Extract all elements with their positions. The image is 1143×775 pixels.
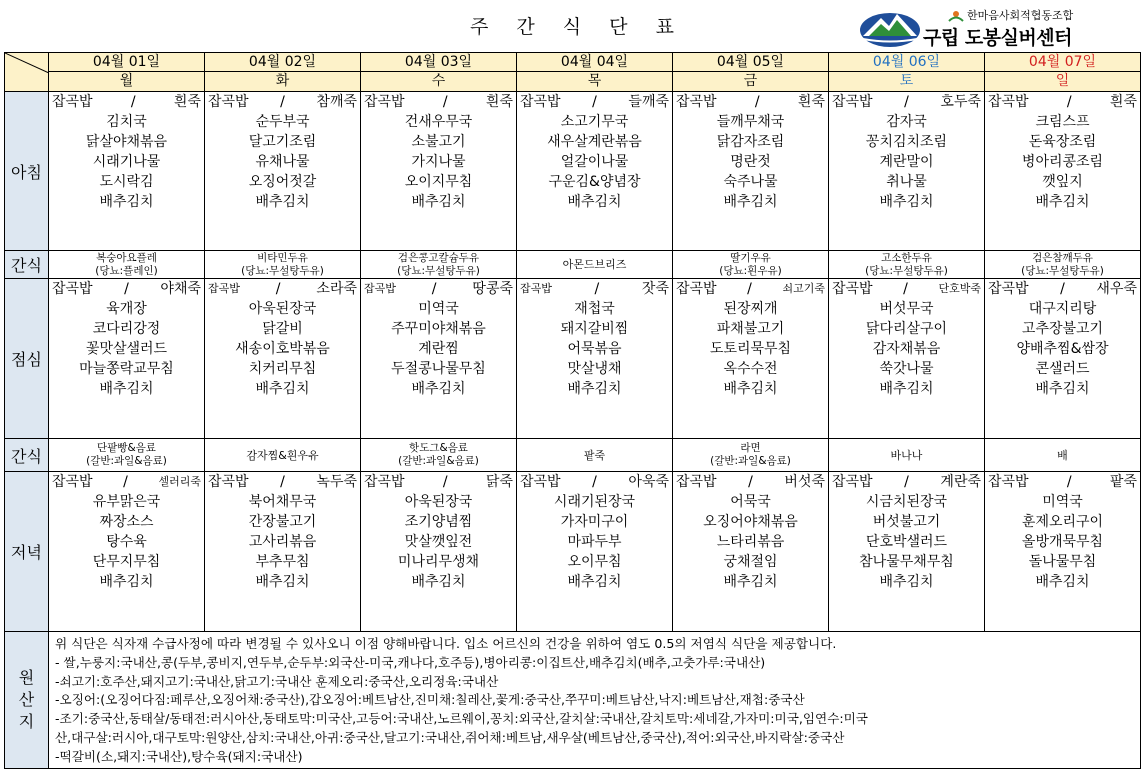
snack-item: 배 [1057,448,1068,462]
menu-item: 배추김치 [879,574,934,590]
snack-cell [829,251,985,279]
porridge-text: 단호박죽 [938,282,981,295]
snack-item: (당뇨:무설탕두유) [865,264,948,277]
menu-item: 감자채볶음 [872,341,941,357]
weekly-menu-table [4,52,1141,769]
porridge-text: 닭죽 [485,474,513,490]
menu-item: 맛살깻잎전 [404,534,473,550]
menu-item: 배추김치 [99,194,154,210]
snack-cell [673,439,829,472]
breakfast-cell [361,92,517,251]
porridge-text: 계란죽 [940,474,981,490]
separator-text: / [431,281,437,297]
separator-text: / [1066,94,1072,110]
snack-cell [517,251,673,279]
corner-diagonal [5,53,49,91]
separator-text: / [904,94,909,110]
snack-item: (갈반:과일&음료) [398,455,479,467]
corner-cell [5,53,49,92]
breakfast-cell [673,92,829,251]
rice-text: 잡곡밥 [364,474,405,490]
menu-item: 육개장 [106,301,147,317]
porridge-text: 녹두죽 [316,474,357,490]
porridge-text: 셀러리죽 [158,475,201,488]
porridge-text: 잣죽 [641,281,669,297]
snack-item: 감자찜&흰우유 [246,448,319,462]
separator-text: / [442,474,448,490]
snack-cell [985,251,1141,279]
separator-text: / [748,474,753,490]
menu-item: 미나리무생채 [397,554,480,570]
menu-item: 배추김치 [411,381,466,397]
snack-item: (갈반:과일&음료) [710,455,791,467]
lunch-label: 점심 [5,279,49,439]
snack-item: (당뇨:플레인) [95,264,158,277]
menu-item: 오이지무침 [404,174,473,190]
menu-item: 건새우무국 [404,114,473,130]
menu-item: 돼지갈비찜 [560,321,629,337]
date-cell: 04월 04일 [517,53,673,72]
menu-item: 배추김치 [255,381,310,397]
menu-item: 치커리무침 [248,361,317,377]
menu-item: 옥수수전 [723,361,778,377]
rice-porridge-line [673,472,828,492]
menu-item: 대구지리탕 [1028,301,1097,317]
menu-item: 닭감자조림 [716,134,785,150]
menu-item: 배추김치 [723,381,778,397]
menu-item: 배추김치 [879,194,934,210]
menu-item: 배추김치 [99,381,154,397]
rice-text: 잡곡밥 [364,94,405,110]
origin-note-line: -오징어:(오징어다짐:페루산,오징어채:중국산),갑오징어:베트남산,진미채:칠레산,꽃게:중국산,쭈꾸미:베트남산,낙지:베트남산,재첩:중국산 [55,692,805,708]
menu-item: 순두부국 [255,114,310,130]
rice-porridge-line [985,472,1140,492]
menu-item: 오징어젓갈 [248,174,317,190]
dinner-row [5,472,1141,632]
menu-item: 파채불고기 [716,321,785,337]
lunch-row [5,279,1141,439]
menu-item: 올방개묵무침 [1021,534,1104,550]
rice-text: 잡곡밥 [52,474,93,490]
menu-item: 어묵볶음 [567,341,622,357]
rice-porridge-line [205,279,360,299]
menu-item: 마늘쫑락교무침 [79,361,174,377]
rice-text: 잡곡밥 [52,94,93,110]
porridge-text: 소라죽 [316,281,357,297]
breakfast-row [5,92,1141,251]
date-cell: 04월 03일 [361,53,517,72]
breakfast-cell [517,92,673,251]
menu-item: 취나물 [886,174,927,190]
menu-item: 고추장불고기 [1021,321,1104,337]
rice-porridge-line [673,279,828,299]
rice-text: 잡곡밥 [832,94,873,110]
menu-item: 고사리볶음 [248,534,317,550]
rice-porridge-line [361,92,516,112]
snack-item: (당뇨:무설탕두유) [1021,264,1104,277]
menu-item: 배추김치 [567,381,622,397]
porridge-text: 쇠고기죽 [782,282,825,295]
mountain-logo-icon [859,6,921,48]
origin-note-line: -조기:중국산,동태살/동태전:러시아산,동태토막:미국산,고등어:국내산,노르웨이,꽁치:외국산,갈치살:국내산,갈치토막:세네갈,가자미:미국,임연수:미국 [55,711,868,727]
dinner-cell [517,472,673,632]
snack-item: 복숭아요플레 [96,251,157,264]
breakfast-cell [985,92,1141,251]
rice-text: 잡곡밥 [208,474,249,490]
menu-item: 버섯무국 [879,301,934,317]
snack-cell [829,439,985,472]
separator-text: / [280,94,285,110]
menu-item: 훈제오리구이 [1021,514,1104,530]
rice-porridge-line [361,472,516,492]
menu-item: 아욱된장국 [404,494,473,510]
porridge-text: 아욱죽 [628,474,669,490]
menu-item: 배추김치 [723,574,778,590]
separator-text: / [904,474,909,490]
separator-text: / [280,474,285,490]
rice-porridge-line [517,279,672,299]
menu-item: 배추김치 [1035,381,1090,397]
snack-cell [49,251,205,279]
rice-text: 잡곡밥 [520,282,552,295]
dinner-cell [673,472,829,632]
menu-item: 꽁치김치조림 [865,134,948,150]
snack-item: (당뇨:흰우유) [719,264,782,277]
menu-item: 새우살계란볶음 [547,134,642,150]
menu-item: 코다리강정 [92,321,161,337]
org-name: 구립 도봉실버센터 [923,27,1072,49]
rice-porridge-line [517,92,672,112]
menu-item: 김치국 [106,114,147,130]
rice-porridge-line [361,279,516,299]
rice-text: 잡곡밥 [676,281,717,297]
menu-item: 달고기조림 [248,134,317,150]
menu-item: 얼갈이나물 [560,154,629,170]
origin-label-text: 원산지 [18,668,35,731]
snack-item: (갈반:과일&음료) [86,455,167,467]
menu-item: 쑥갓나물 [879,361,934,377]
porridge-text: 흰죽 [797,94,825,110]
menu-item: 유부맑은국 [92,494,161,510]
day-cell: 화 [205,72,361,92]
menu-item: 닭살야채볶음 [85,134,168,150]
menu-item: 부추무침 [255,554,310,570]
snack-item: 고소한두유 [881,251,932,264]
dinner-cell [205,472,361,632]
org-subtitle [947,7,1073,23]
snack-cell [985,439,1141,472]
menu-item: 유채나물 [255,154,310,170]
snack-cell [205,439,361,472]
snack-item: 단팥빵&음료 [97,442,156,454]
rice-text: 잡곡밥 [208,94,249,110]
menu-item: 양배추찜&쌈장 [1016,341,1109,357]
menu-item: 북어채무국 [248,494,317,510]
menu-item: 들깨무채국 [716,114,785,130]
date-cell: 04월 06일 [829,53,985,72]
menu-item: 주꾸미야채볶음 [391,321,486,337]
date-cell: 04월 07일 [985,53,1141,72]
date-row [5,53,1141,72]
menu-item: 도시락김 [99,174,154,190]
menu-item: 소고기무국 [560,114,629,130]
day-cell: 수 [361,72,517,92]
menu-item: 크림스프 [1035,114,1090,130]
menu-item: 조기양념찜 [404,514,473,530]
menu-item: 병아리콩조림 [1021,154,1104,170]
rice-porridge-line [205,472,360,492]
rice-text: 잡곡밥 [832,474,873,490]
rice-text: 잡곡밥 [208,282,240,295]
porridge-text: 야채죽 [160,281,201,297]
porridge-text: 참깨죽 [316,94,357,110]
lunch-cell [205,279,361,439]
day-cell: 목 [517,72,673,92]
menu-item: 아욱된장국 [248,301,317,317]
snack-item: 핫도그&음료 [409,442,468,454]
menu-item: 계란말이 [879,154,934,170]
rice-porridge-line [49,92,204,112]
origin-note-line: 산,대구살:러시아,대구토막:원양산,삼치:국내산,아귀:중국산,달고기:국내산,쥐어채:베트남,새우살(베트남산,중국산),적어:외국산,바지락살:중국산 [55,729,845,745]
coop-logo-icon [947,10,965,22]
separator-text: / [592,474,597,490]
separator-text: / [903,281,908,297]
snack-item: (당뇨:무설탕두유) [241,264,324,277]
breakfast-cell [205,92,361,251]
origin-note-line: -떡갈비(소,돼지:국내산),탕수육(돼지:국내산) [55,748,303,764]
snack-item: 라면 [740,442,761,454]
menu-item: 감자국 [886,114,927,130]
snack1-row [5,251,1141,279]
snack-cell [49,439,205,472]
snack-item: 비타민두유 [257,251,308,264]
menu-item: 오징어야채볶음 [703,514,798,530]
separator-text: / [130,94,136,110]
rice-text: 잡곡밥 [988,474,1029,490]
rice-porridge-line [673,92,828,112]
breakfast-label: 아침 [5,92,49,251]
menu-item: 가자미구이 [560,514,629,530]
rice-text: 잡곡밥 [52,281,93,297]
rice-porridge-line [49,472,204,492]
menu-item: 배추김치 [411,574,466,590]
separator-text: / [275,281,281,297]
menu-item: 돌나물무침 [1028,554,1097,570]
menu-item: 가지나물 [411,154,466,170]
snack-item: 바나나 [890,448,923,462]
porridge-text: 호두죽 [940,94,981,110]
porridge-text: 새우죽 [1096,281,1137,297]
rice-porridge-line [829,472,984,492]
dinner-cell [829,472,985,632]
porridge-text: 버섯죽 [784,474,825,490]
porridge-text: 흰죽 [1109,94,1137,110]
menu-item: 명란젓 [730,154,771,170]
porridge-text: 들깨죽 [628,94,669,110]
menu-item: 간장불고기 [248,514,317,530]
rice-text: 잡곡밥 [676,474,717,490]
menu-item: 배추김치 [1035,574,1090,590]
day-cell: 월 [49,72,205,92]
lunch-cell [985,279,1141,439]
lunch-cell [673,279,829,439]
breakfast-cell [49,92,205,251]
snack-label: 간식 [5,251,49,279]
rice-text: 잡곡밥 [520,474,561,490]
menu-item: 배추김치 [879,381,934,397]
menu-item: 마파두부 [567,534,622,550]
dinner-cell [361,472,517,632]
menu-item: 미역국 [418,301,459,317]
rice-porridge-line [985,92,1140,112]
separator-text: / [592,94,597,110]
snack-cell [517,439,673,472]
dinner-cell [49,472,205,632]
menu-item: 콘샐러드 [1035,361,1090,377]
snack-cell [361,439,517,472]
menu-item: 꽃맛살샐러드 [85,341,168,357]
menu-item: 배추김치 [99,574,154,590]
snack-item: 검은콩고칼슘두유 [397,251,480,264]
day-cell: 금 [673,72,829,92]
separator-text: / [1066,474,1072,490]
menu-item: 깻잎지 [1042,174,1083,190]
menu-item: 시래기된장국 [553,494,636,510]
lunch-cell [829,279,985,439]
menu-item: 어묵국 [730,494,771,510]
menu-item: 시금치된장국 [865,494,948,510]
snack-cell [361,251,517,279]
menu-item: 단무지무침 [92,554,161,570]
origin-note-line: -쇠고기:호주산,돼지고기:국내산,닭고기:국내산 훈제오리:중국산,오리정육:국내산 [55,673,499,689]
dinner-cell [985,472,1141,632]
snack-item: (당뇨:무설탕두유) [397,264,480,277]
rice-porridge-line [49,279,204,299]
page-title: 주 간 식 단 표 [470,16,685,38]
origin-label [5,632,49,769]
porridge-text: 팥죽 [1109,474,1137,490]
menu-item: 미역국 [1042,494,1083,510]
menu-item: 새송이호박볶음 [235,341,330,357]
menu-item: 재첩국 [574,301,615,317]
snack-cell [673,251,829,279]
separator-text: / [594,281,600,297]
day-cell: 일 [985,72,1141,92]
rice-text: 잡곡밥 [988,94,1029,110]
menu-item: 도토리묵무침 [709,341,792,357]
separator-text: / [124,281,129,297]
origin-row [5,632,1141,769]
menu-item: 계란찜 [418,341,459,357]
lunch-cell [517,279,673,439]
rice-text: 잡곡밥 [364,282,396,295]
menu-item: 소불고기 [411,134,466,150]
menu-item: 단호박샐러드 [865,534,948,550]
menu-item: 맛살냉채 [567,361,622,377]
day-cell: 토 [829,72,985,92]
origin-note-line: 위 식단은 식자재 수급사정에 따라 변경될 수 있사오니 이점 양해바랍니다. 입소 어르신의 건강을 위하여 염도 0.5의 저염식 식단을 제공합니다. [55,636,837,651]
porridge-text: 흰죽 [485,94,513,110]
menu-item: 배추김치 [411,194,466,210]
menu-item: 궁채절임 [723,554,778,570]
menu-item: 배추김치 [567,574,622,590]
menu-item: 참나물무채무침 [859,554,954,570]
lunch-cell [361,279,517,439]
separator-text: / [747,281,752,297]
menu-item: 배추김치 [723,194,778,210]
snack2-row [5,439,1141,472]
separator-text: / [123,474,128,490]
origin-note-line: - 쌀,누룽지:국내산,콩(두부,콩비지,연두부,순두부:외국산-미국,캐나다,호주등),병아리콩:이집트산,배추김치(배추,고춧가루:국내산) [55,654,766,670]
menu-item: 구운김&양념장 [548,174,641,190]
rice-text: 잡곡밥 [988,281,1029,297]
snack-cell [205,251,361,279]
rice-text: 잡곡밥 [676,94,717,110]
menu-item: 닭갈비 [262,321,303,337]
porridge-text: 땅콩죽 [472,281,513,297]
separator-text: / [754,94,760,110]
menu-item: 배추김치 [567,194,622,210]
coop-name: 한마음사회적협동조합 [967,9,1074,22]
date-cell: 04월 01일 [49,53,205,72]
day-row [5,72,1141,92]
snack-item: 아몬드브리즈 [562,258,627,271]
menu-item: 숙주나물 [723,174,778,190]
menu-item: 시래기나물 [92,154,161,170]
rice-porridge-line [985,279,1140,299]
separator-text: / [442,94,448,110]
porridge-text: 흰죽 [173,94,201,110]
lunch-cell [49,279,205,439]
org-logo [857,4,1137,50]
menu-item: 배추김치 [255,194,310,210]
rice-text: 잡곡밥 [520,94,561,110]
menu-item: 느타리볶음 [716,534,785,550]
menu-item: 짜장소스 [99,514,154,530]
rice-porridge-line [829,92,984,112]
snack-item: 검은참깨두유 [1032,251,1093,264]
separator-text: / [1060,281,1065,297]
menu-item: 탕수육 [106,534,147,550]
breakfast-cell [829,92,985,251]
menu-item: 닭다리살구이 [865,321,948,337]
menu-item: 돈육장조림 [1028,134,1097,150]
rice-porridge-line [829,279,984,299]
date-cell: 04월 05일 [673,53,829,72]
menu-item: 배추김치 [1035,194,1090,210]
rice-text: 잡곡밥 [832,281,873,297]
dinner-label: 저녁 [5,472,49,632]
menu-item: 된장찌개 [723,301,778,317]
snack-item: 딸기우유 [730,251,771,264]
date-cell: 04월 02일 [205,53,361,72]
origin-notes [49,632,1141,769]
menu-item: 버섯불고기 [872,514,941,530]
snack-item: 팥죽 [583,448,606,462]
snack-label: 간식 [5,439,49,472]
rice-porridge-line [205,92,360,112]
menu-item: 두절콩나물무침 [391,361,486,377]
rice-porridge-line [517,472,672,492]
menu-item: 오이무침 [567,554,622,570]
menu-item: 배추김치 [255,574,310,590]
